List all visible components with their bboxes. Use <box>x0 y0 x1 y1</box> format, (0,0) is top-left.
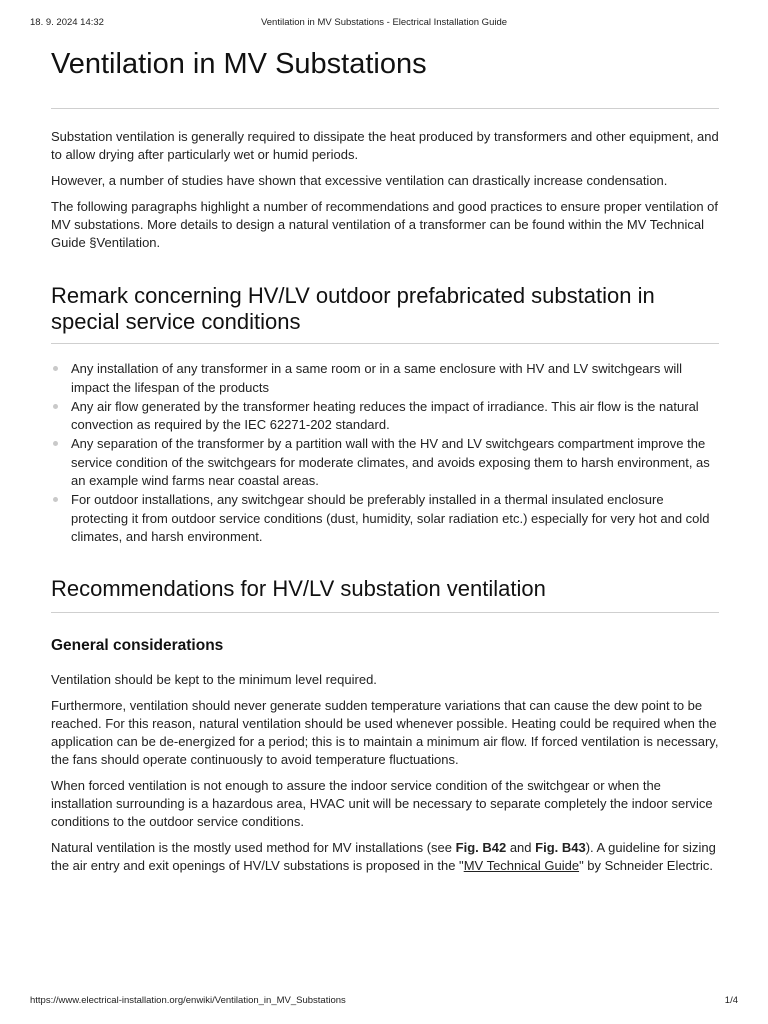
text-run: " by Schneider Electric. <box>579 857 714 873</box>
list-item <box>51 435 719 491</box>
print-header <box>0 17 768 31</box>
article <box>51 40 719 883</box>
list-item-text: Any air flow generated by the transformer heating reduces the impact of irradiance. This air flow is the natural convection as required by the IEC 62271-202 standard. <box>71 398 699 432</box>
section-divider <box>51 612 719 613</box>
list-item <box>51 360 719 397</box>
print-url: https://www.electrical-installation.org/enwiki/Ventilation_in_MV_Substations <box>30 995 346 1006</box>
bullet-icon <box>53 404 58 409</box>
bullet-icon <box>53 441 58 446</box>
page-title: Ventilation in MV Substations <box>51 48 427 80</box>
intro-paragraph-2: However, a number of studies have shown that excessive ventilation can drastically increase condensation. <box>51 173 668 188</box>
section-heading-remark: Remark concerning HV/LV outdoor prefabricated substation in special service conditions <box>51 283 655 334</box>
paragraph-natural-ventilation <box>51 839 719 875</box>
figure-ref-b43: Fig. B43 <box>535 839 586 855</box>
mv-technical-guide-link[interactable]: MV Technical Guide <box>463 857 580 873</box>
page-number: 1/4 <box>724 995 738 1006</box>
list-item-text: Any separation of the transformer by a partition wall with the HV and LV switchgears compartment improve the service condition of the switchgears for moderate climates, and avoids exposing them to harsh environment, as an example wind farms near coastal areas. <box>71 436 710 488</box>
bullet-icon <box>53 497 58 502</box>
list-item-text: Any installation of any transformer in a same room or in a same enclosure with HV and LV switchgears will impact the lifespan of the products <box>71 361 683 395</box>
remark-list <box>51 360 719 547</box>
list-item <box>51 491 719 547</box>
text-run: and <box>506 839 536 855</box>
paragraph-minimum-level: Ventilation should be kept to the minimum level required. <box>51 671 377 687</box>
intro-paragraph-1: Substation ventilation is generally required to dissipate the heat produced by transformers and other equipment, and to allow drying after particularly wet or humid periods. <box>51 129 719 162</box>
text-run: ). A guideline for sizing the air entry and exit openings of HV/LV substations is proposed in the " <box>51 839 716 873</box>
print-page-title: Ventilation in MV Substations - Electrical Installation Guide <box>260 17 508 28</box>
paragraph-forced-ventilation: When forced ventilation is not enough to assure the indoor service condition of the switchgear or when the installation surrounding is a hazardous area, HVAC unit will be necessary to separate completely the indoor service conditions to the outdoor service conditions. <box>51 777 713 829</box>
list-item <box>51 398 719 435</box>
list-item-text: For outdoor installations, any switchgear should be preferably installed in a thermal insulated enclosure protecting it from outdoor service conditions (dust, humidity, solar radiation etc.) especially for very hot and cold climates, and harsh environment. <box>71 492 710 544</box>
print-datetime: 18. 9. 2024 14:32 <box>30 17 104 28</box>
bullet-icon <box>53 366 58 371</box>
text-run: Natural ventilation is the mostly used method for MV installations (see <box>51 839 456 855</box>
subheading-general-considerations: General considerations <box>51 636 224 654</box>
figure-ref-b42: Fig. B42 <box>455 839 507 855</box>
intro-paragraph-3: The following paragraphs highlight a number of recommendations and good practices to ensure proper ventilation of MV substations. More details to design a natural ventilation of a transformer can be found within the MV Technical Guide §Ventilation. <box>51 199 719 250</box>
print-footer <box>0 995 768 1009</box>
section-heading-recommendations: Recommendations for HV/LV substation ventilation <box>51 575 546 601</box>
title-divider <box>51 108 719 109</box>
paragraph-dew-point: Furthermore, ventilation should never generate sudden temperature variations that can cause the dew point to be reached. For this reason, natural ventilation should be used whenever possible. Heating could be required when the application can be de-energized for a period; this is to maintain a minimum air flow. If forced ventilation is necessary, the fans should operate continuously to avoid temperature fluctuations. <box>51 697 719 767</box>
section-divider <box>51 343 719 344</box>
